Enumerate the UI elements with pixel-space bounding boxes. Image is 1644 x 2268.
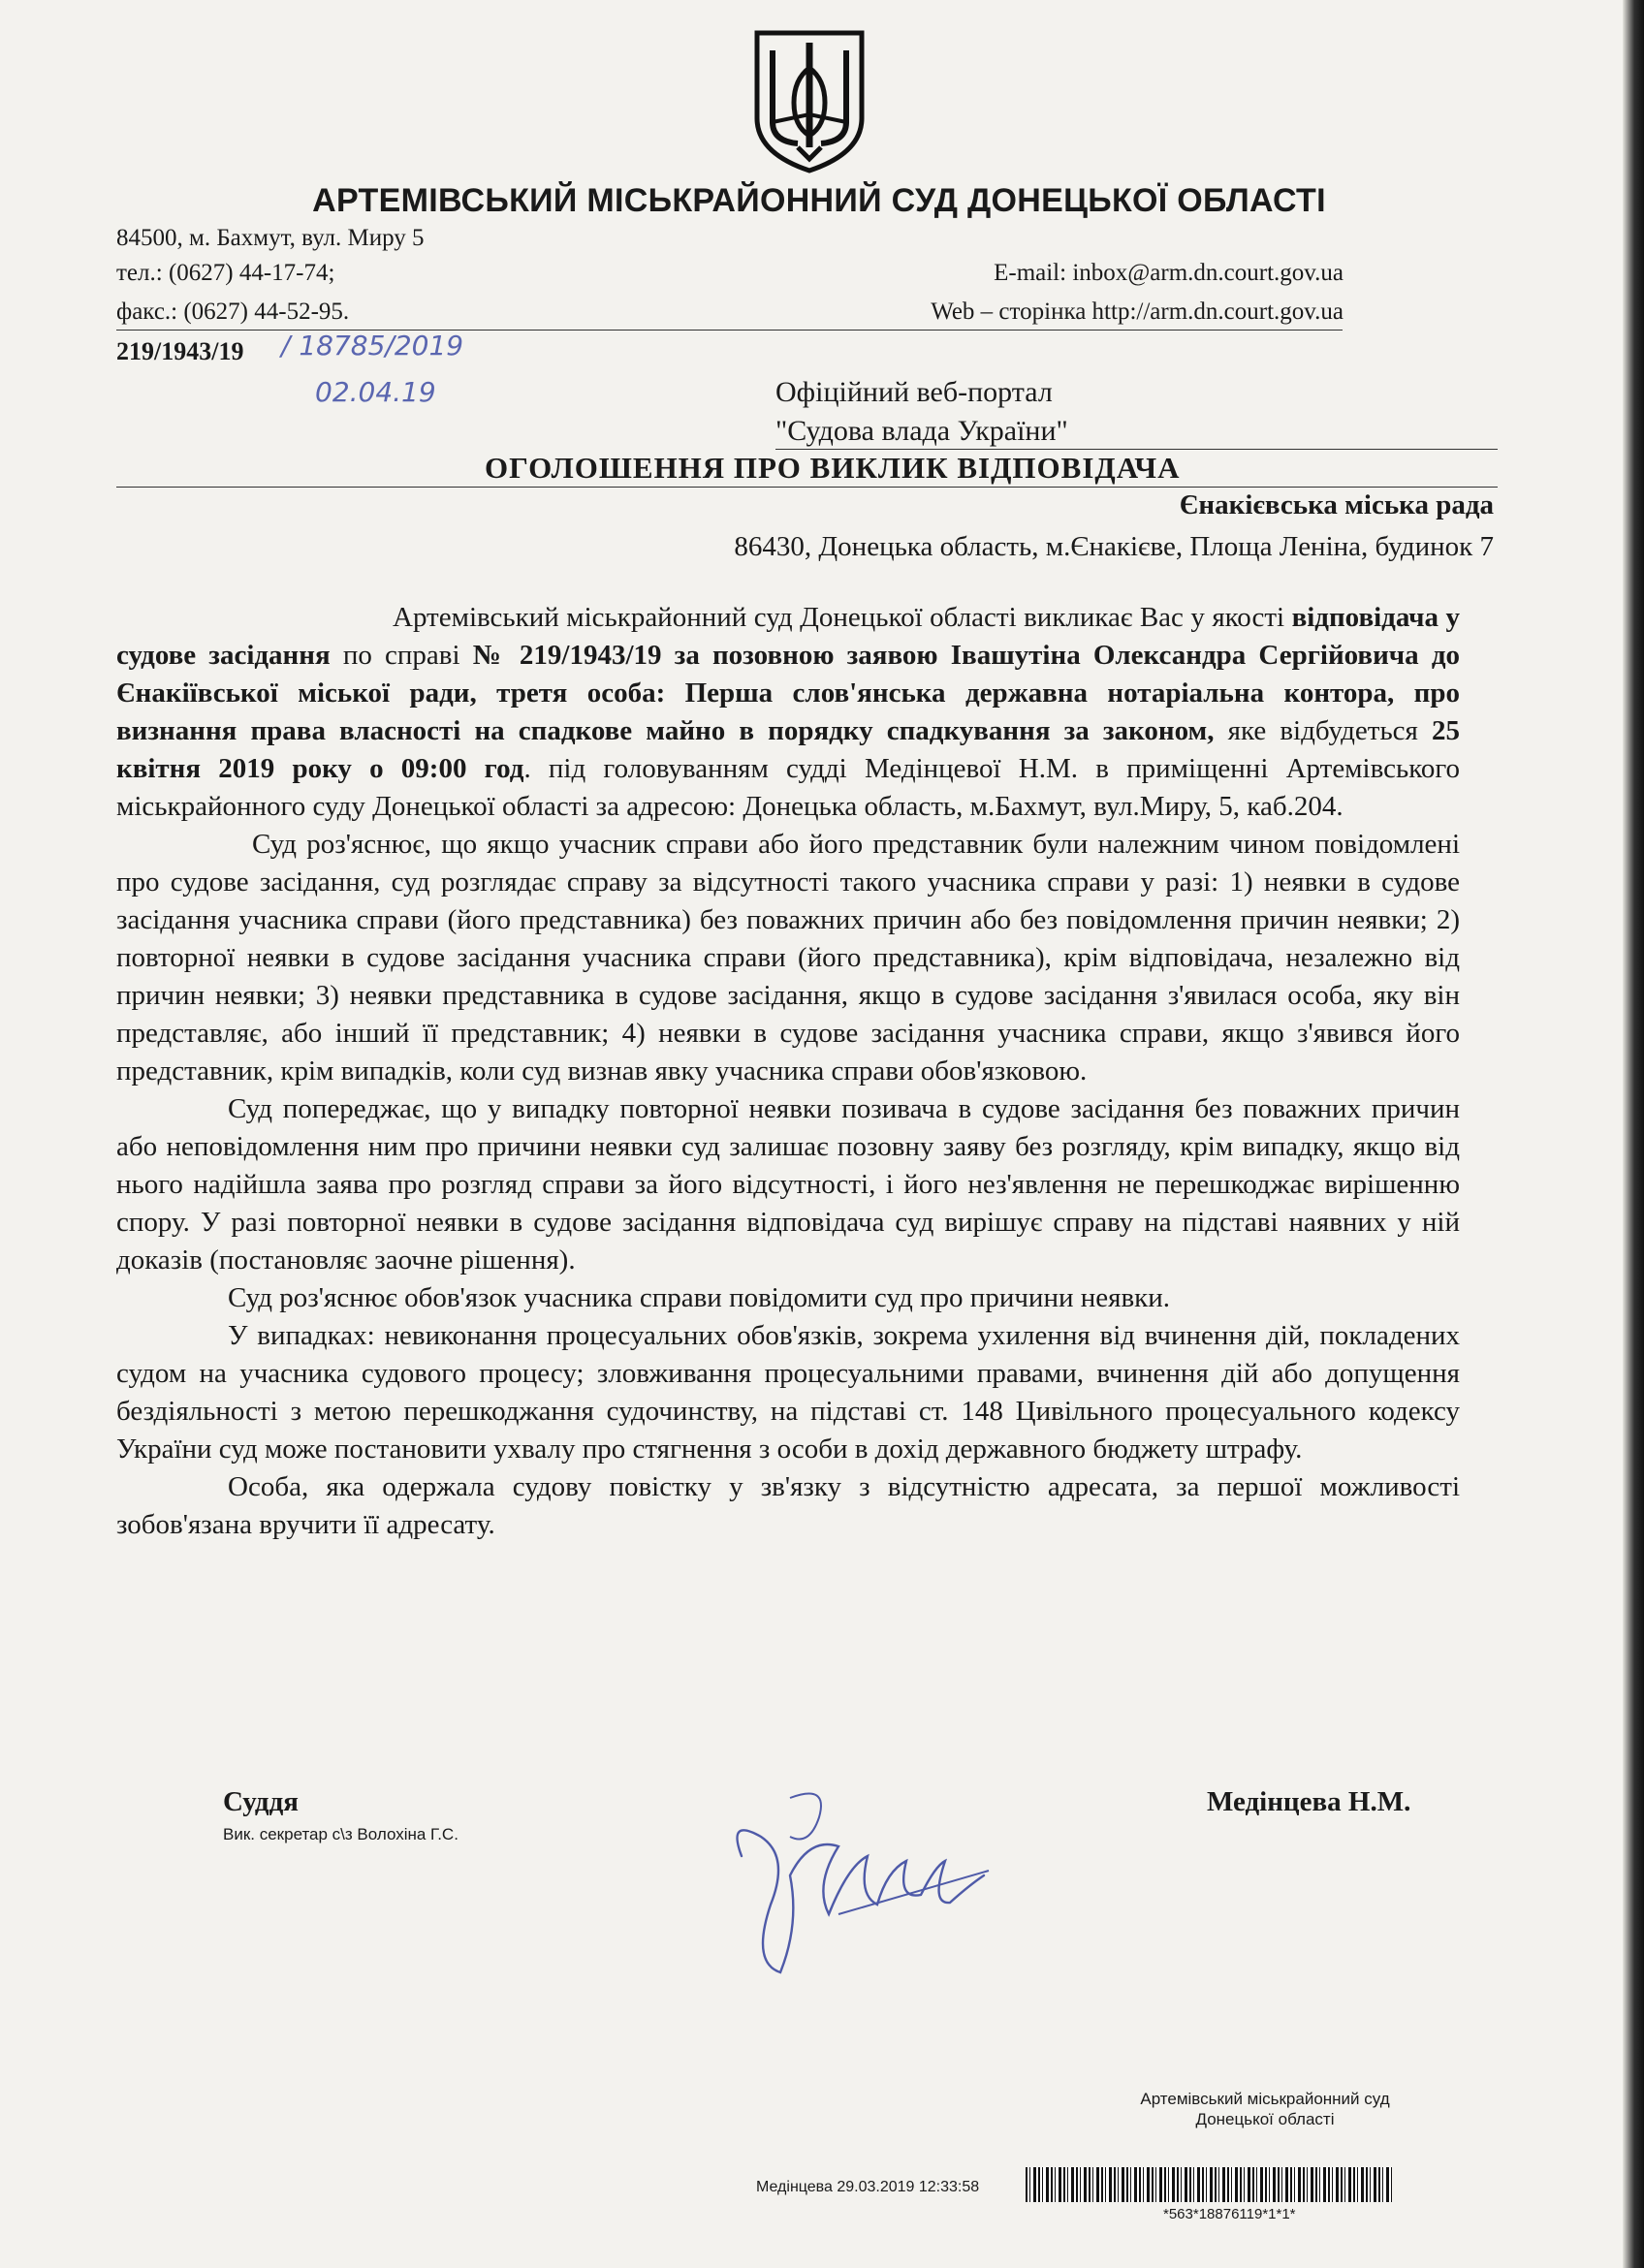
handwritten-signature	[722, 1779, 994, 1982]
paragraph-absence-rules: Суд роз'яснює, що якщо учасник справи або його представник були належним чином повідомлені про судове засідання, суд розглядає справу за відсутності такого учасника справи у разі: 1) неявки в судове засідання учасника справи (його представника) без поважних причин або без повідомлення причин неявки; 2) повторної неявки в судове засідання учасника справи (його представника), крім відповідача, незалежно від причин неявки; 3) неявки представника в судове засідання, якщо в судове засідання з'явилася особа, яку він представляє, або інший її представник; 4) неявки в судове засідання учасника справи, якщо з'явився його представник, крім випадків, коли суд визнав явку учасника справи обов'язковою.	[116, 829, 1460, 1087]
portal-line-1: Офіційний веб-портал	[775, 376, 1053, 408]
case-number: 219/1943/19	[116, 337, 244, 365]
scan-edge	[1623, 0, 1644, 2268]
judge-label: Суддя	[223, 1786, 299, 1817]
summons-hearing-prefix: яке відбудеться	[1214, 715, 1432, 746]
handwritten-reg-number: / 18785/2019	[281, 330, 464, 362]
paragraph-summons	[116, 599, 1460, 826]
barcode	[1026, 2167, 1392, 2202]
summons-intro: Артемівський міськрайонний суд Донецької області викликає Вас у якості	[393, 602, 1292, 633]
stamp-court-line-1: Артемівський міськрайонний суд	[1140, 2090, 1390, 2108]
portal-line-2: "Судова влада України"	[775, 415, 1068, 447]
summons-role: відповідача у судове засідання	[116, 602, 1460, 671]
summons-case-prefix: по справі	[330, 640, 473, 671]
summons-hearing-datetime: 25 квітня 2019 року о 09:00 год	[116, 715, 1460, 784]
paragraph-notify-duty: Суд роз'яснює обов'язок учасника справи повідомити суд про причини неявки.	[228, 1282, 1171, 1313]
registration-stamp-court	[1124, 2089, 1406, 2129]
title-underline	[116, 487, 1498, 488]
barcode-number: *563*18876119*1*1*	[1163, 2206, 1296, 2222]
court-phone: тел.: (0627) 44-17-74;	[116, 260, 335, 286]
court-website: Web – сторінка http://arm.dn.court.gov.ua	[931, 299, 1344, 325]
judge-name: Медінцева Н.М.	[1207, 1786, 1411, 1817]
summons-case-details: № 219/1943/19 за позовною заявою Івашутіна Олександра Сергійовича до Єнакіївської міської ради, третя особа: Перша слов'янська державна нотаріальна контора, про визнання права власності на спадкове майно в порядку спадкування за законом,	[116, 640, 1460, 746]
stamp-court-line-2: Донецької області	[1195, 2110, 1335, 2128]
registration-stamp-text: Медінцева 29.03.2019 12:33:58	[756, 2179, 980, 2195]
portal-underline	[775, 449, 1498, 450]
paragraph-plaintiff-warning: Суд попереджає, що у випадку повторної неявки позивача в судове засідання без поважних причин або неповідомлення ним про причини неявки суд залишає позовну заяву без розгляду, крім випадку, якщо від нього надійшла заява про розгляд справи за його відсутності, і його нез'явлення не перешкоджає вирішенню спору. У разі повторної неявки в судове засідання відповідача суд вирішує справу на підставі наявних у ній доказів (постановляє заочне рішення).	[116, 1093, 1460, 1276]
recipient-name: Єнакієвська міська рада	[1179, 489, 1494, 520]
paragraph-summons-delivery: Особа, яка одержала судову повістку у зв'язку з відсутністю адресата, за першої можливості зобов'язана вручити її адресату.	[116, 1471, 1460, 1540]
announcement-body	[116, 599, 1460, 1544]
court-name: АРТЕМІВСЬКИЙ МІСЬКРАЙОННИЙ СУД ДОНЕЦЬКОЇ ОБЛАСТІ	[312, 182, 1326, 219]
summons-hearing-location: . під головуванням судді Медінцевої Н.М. в приміщенні Артемівського міськрайонного суду Донецької області за адресою: Донецька область, м.Бахмут, вул.Миру, 5, каб.204.	[116, 753, 1461, 822]
announcement-title: ОГОЛОШЕННЯ ПРО ВИКЛИК ВІДПОВІДАЧА	[485, 451, 1181, 485]
trident-coat-of-arms-icon	[751, 29, 868, 174]
handwritten-date: 02.04.19	[315, 376, 436, 408]
recipient-address: 86430, Донецька область, м.Єнакієве, Площа Леніна, будинок 7	[734, 531, 1494, 562]
paragraph-fine-warning: У випадках: невиконання процесуальних обов'язків, зокрема ухилення від вчинення дій, покладених судом на учасника судового процесу; зловживання процесуальними правами, вчинення дій або допущення бездіяльності з метою перешкоджання судочинству, на підставі ст. 148 Цивільного процесуального кодексу України суд може постановити ухвалу про стягнення з особи в дохід державного бюджету штрафу.	[116, 1320, 1460, 1465]
secretary-note: Вик. секретар с\з Волохіна Г.С.	[223, 1825, 458, 1843]
court-address: 84500, м. Бахмут, вул. Миру 5	[116, 225, 425, 251]
court-fax: факс.: (0627) 44-52-95.	[116, 299, 350, 325]
court-email: E-mail: inbox@arm.dn.court.gov.ua	[994, 260, 1344, 286]
